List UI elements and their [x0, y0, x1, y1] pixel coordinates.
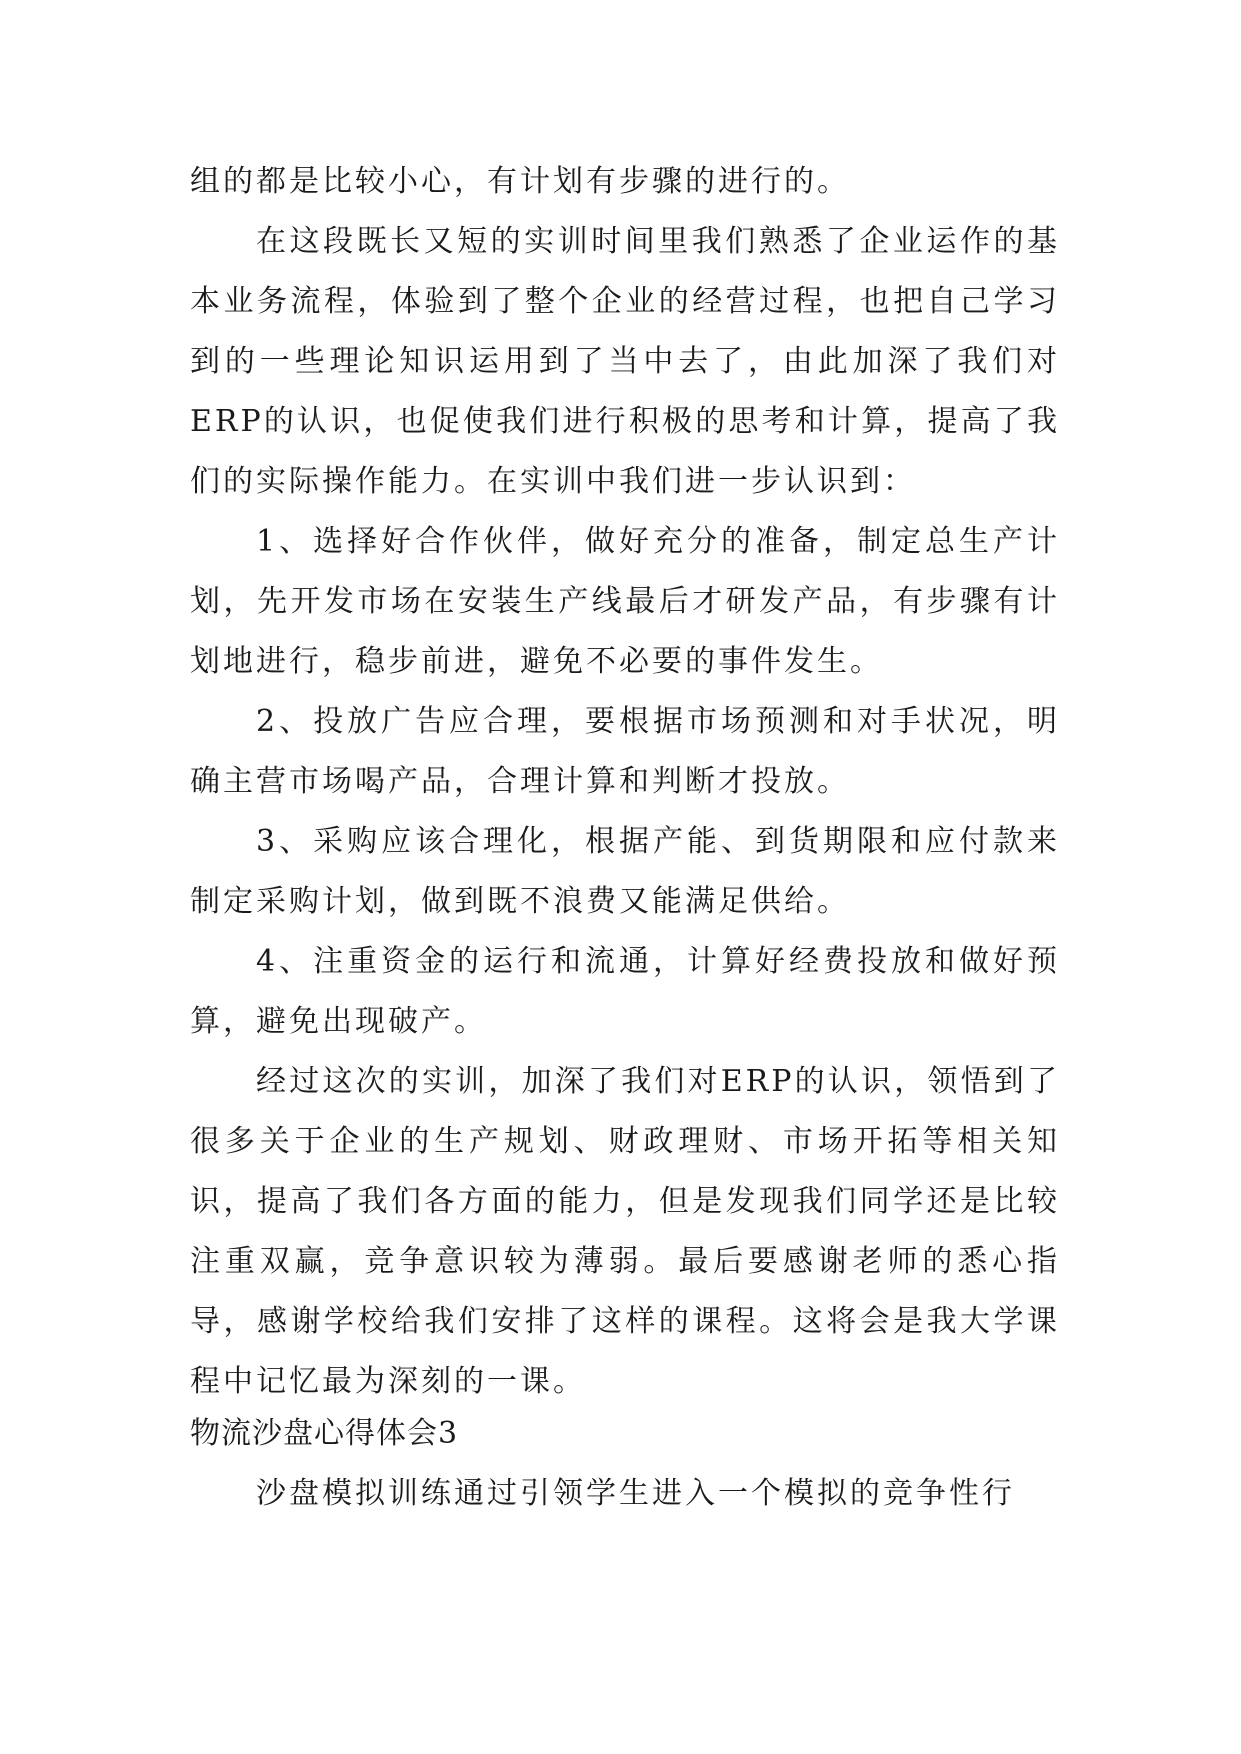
section-heading: 物流沙盘心得体会3 — [190, 1416, 459, 1451]
body-text — [190, 152, 1060, 1412]
next-section-text — [190, 1464, 1060, 1524]
paragraph-continuation: 组的都是比较小心，有计划有步骤的进行的。 — [190, 164, 850, 199]
list-item-advertising: 2、投放广告应合理，要根据市场预测和对手状况，明确主营市场喝产品，合理计算和判断才投放。 — [190, 704, 1060, 799]
paragraph-next-section: 沙盘模拟训练通过引领学生进入一个模拟的竞争性行 — [256, 1476, 1015, 1511]
list-item-purchasing: 3、采购应该合理化，根据产能、到货期限和应付款来制定采购计划，做到既不浪费又能满足供给。 — [190, 824, 1060, 919]
list-item-partner: 1、选择好合作伙伴，做好充分的准备，制定总生产计划，先开发市场在安装生产线最后才研发产品，有步骤有计划地进行，稳步前进，避免不必要的事件发生。 — [190, 524, 1060, 679]
paragraph-conclusion: 经过这次的实训，加深了我们对ERP的认识，领悟到了很多关于企业的生产规划、财政理财、市场开拓等相关知识，提高了我们各方面的能力，但是发现我们同学还是比较注重双赢，竞争意识较为薄弱。最后要感谢老师的悉心指导，感谢学校给我们安排了这样的课程。这将会是我大学课程中记忆最为深刻的一课。 — [190, 1064, 1060, 1399]
list-item-funds: 4、注重资金的运行和流通，计算好经费投放和做好预算，避免出现破产。 — [190, 944, 1060, 1039]
paragraph-training-summary: 在这段既长又短的实训时间里我们熟悉了企业运作的基本业务流程，体验到了整个企业的经营过程，也把自己学习到的一些理论知识运用到了当中去了，由此加深了我们对ERP的认识，也促使我们进行积极的思考和计算，提高了我们的实际操作能力。在实训中我们进一步认识到： — [190, 224, 1060, 499]
